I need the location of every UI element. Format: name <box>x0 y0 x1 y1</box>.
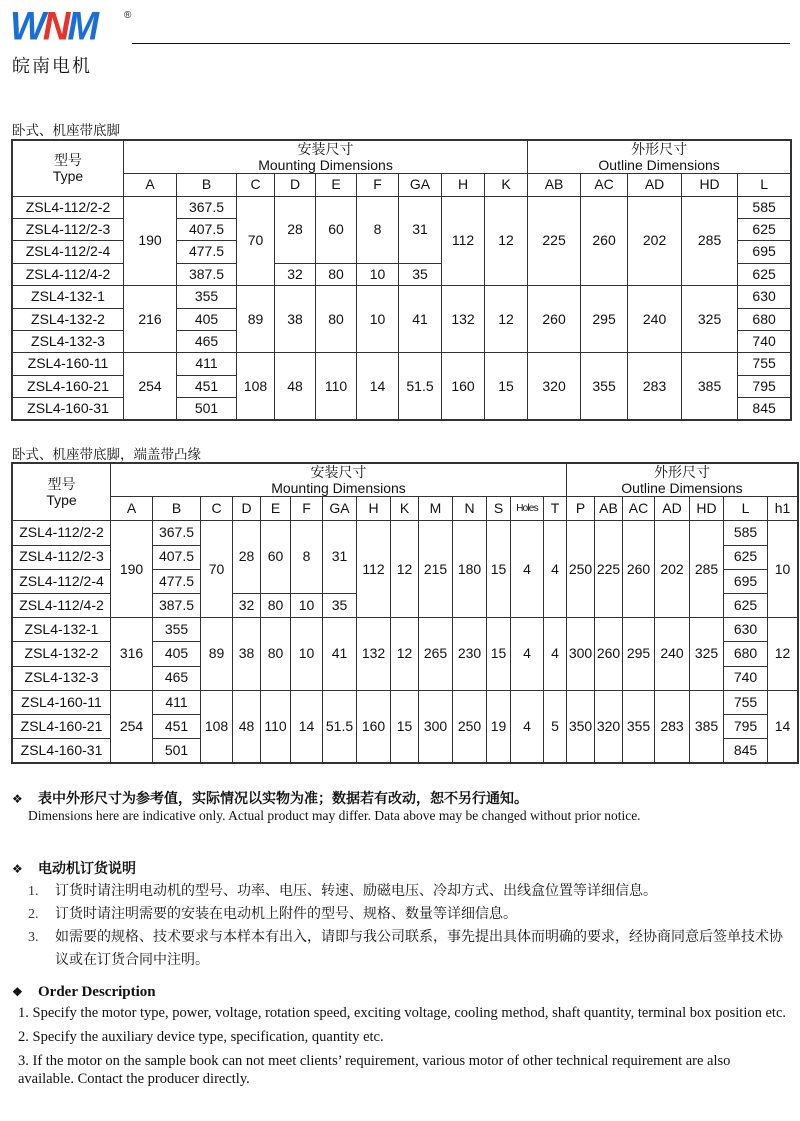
column-header-f: F <box>357 174 399 196</box>
cell-f: 10 <box>291 618 323 691</box>
cell-f: 10 <box>357 286 399 353</box>
cell-b: 355 <box>177 286 237 308</box>
logo-letters: WNM <box>10 4 96 50</box>
type-cell: ZSL4-132-1 <box>13 618 111 642</box>
outline-header-cn: 外形尺寸 <box>654 464 710 480</box>
table2-title: 卧式、机座带底脚，端盖带凸缘 <box>12 447 201 463</box>
cell-n: 250 <box>453 690 487 763</box>
cell-ac: 260 <box>623 521 655 618</box>
cell-b: 405 <box>177 308 237 330</box>
cell-e: 80 <box>261 618 291 691</box>
cell-holes: 4 <box>511 521 544 618</box>
cell-ab: 260 <box>528 286 581 353</box>
cell-hd: 325 <box>682 286 738 353</box>
cell-hd: 285 <box>682 196 738 286</box>
cell-c: 108 <box>201 690 233 763</box>
cell-b: 465 <box>177 330 237 352</box>
cell-b: 477.5 <box>153 569 201 593</box>
cell-ad: 240 <box>655 618 690 691</box>
cell-e: 80 <box>316 263 357 285</box>
cell-l: 585 <box>738 196 791 218</box>
diamond-bullet-icon: ❖ <box>12 862 23 876</box>
type-cell: ZSL4-112/4-2 <box>13 263 124 285</box>
mounting-dimensions-header <box>124 141 528 174</box>
cell-f: 10 <box>357 263 399 285</box>
cell-ga: 31 <box>323 521 357 594</box>
cell-n: 230 <box>453 618 487 691</box>
cell-ga: 41 <box>399 286 442 353</box>
outline-header-en: Outline Dimensions <box>598 157 720 174</box>
cell-l: 585 <box>724 521 768 545</box>
cell-f: 8 <box>357 196 399 263</box>
cell-ga: 41 <box>323 618 357 691</box>
cell-e: 60 <box>261 521 291 594</box>
column-header-f: F <box>291 497 323 521</box>
cell-h1: 12 <box>768 618 798 691</box>
cell-k: 12 <box>485 196 528 286</box>
cell-ab: 225 <box>528 196 581 286</box>
cell-ga: 35 <box>399 263 442 285</box>
cell-ga: 31 <box>399 196 442 263</box>
cell-l: 680 <box>724 642 768 666</box>
cell-ga: 51.5 <box>399 353 442 420</box>
cell-ad: 202 <box>655 521 690 618</box>
cell-ac: 355 <box>581 353 628 420</box>
type-cell: ZSL4-160-31 <box>13 398 124 420</box>
cell-p: 350 <box>567 690 595 763</box>
type-header-cn: 型号 <box>47 476 76 493</box>
cell-h: 132 <box>442 286 485 353</box>
cell-b: 451 <box>177 375 237 397</box>
column-header-c: C <box>201 497 233 521</box>
column-header-a: A <box>111 497 153 521</box>
column-header-a: A <box>124 174 177 196</box>
cell-a: 254 <box>111 690 153 763</box>
table-row <box>13 521 798 545</box>
cell-l: 630 <box>738 286 791 308</box>
cell-l: 630 <box>724 618 768 642</box>
cell-h: 112 <box>357 521 391 618</box>
cell-ac: 355 <box>623 690 655 763</box>
type-cell: ZSL4-112/2-3 <box>13 218 124 240</box>
type-cell: ZSL4-160-31 <box>13 739 111 763</box>
cell-l: 740 <box>738 330 791 352</box>
cell-s: 15 <box>487 618 511 691</box>
cell-ac: 295 <box>623 618 655 691</box>
column-header-h: H <box>357 497 391 521</box>
column-header-ac: AC <box>581 174 628 196</box>
type-header-cn: 型号 <box>54 152 82 169</box>
registered-mark: ® <box>124 10 132 21</box>
cell-d: 38 <box>233 618 261 691</box>
cell-t: 4 <box>544 521 567 618</box>
table-row <box>13 353 791 375</box>
column-header-d: D <box>275 174 316 196</box>
type-cell: ZSL4-132-2 <box>13 308 124 330</box>
cell-s: 19 <box>487 690 511 763</box>
column-header-ga: GA <box>399 174 442 196</box>
cell-b: 387.5 <box>177 263 237 285</box>
cell-b: 405 <box>153 642 201 666</box>
cell-ga: 35 <box>323 593 357 617</box>
table-row <box>13 196 791 218</box>
cell-n: 180 <box>453 521 487 618</box>
cell-b: 387.5 <box>153 593 201 617</box>
cell-d: 28 <box>233 521 261 594</box>
cell-l: 795 <box>724 714 768 738</box>
cell-c: 70 <box>201 521 233 618</box>
table2-dimensions <box>12 463 798 763</box>
cell-b: 367.5 <box>177 196 237 218</box>
mounting-header-cn: 安装尺寸 <box>310 464 367 480</box>
cell-d: 38 <box>275 286 316 353</box>
type-header-en: Type <box>46 492 77 509</box>
type-cell: ZSL4-160-11 <box>13 353 124 375</box>
cell-b: 367.5 <box>153 521 201 545</box>
cell-ad: 283 <box>655 690 690 763</box>
cell-a: 190 <box>124 196 177 286</box>
column-header-ab: AB <box>528 174 581 196</box>
table1-dimensions <box>12 140 791 420</box>
column-header-holes: Holes <box>511 497 544 521</box>
type-cell: ZSL4-112/2-2 <box>13 521 111 545</box>
mounting-header-en: Mounting Dimensions <box>258 157 393 174</box>
column-header-h: H <box>442 174 485 196</box>
cell-k: 15 <box>391 690 419 763</box>
cell-ac: 295 <box>581 286 628 353</box>
cell-k: 12 <box>391 618 419 691</box>
cell-b: 411 <box>153 690 201 714</box>
cell-ga: 51.5 <box>323 690 357 763</box>
cell-ad: 202 <box>628 196 682 286</box>
column-header-ac: AC <box>623 497 655 521</box>
type-cell: ZSL4-132-3 <box>13 666 111 690</box>
order-en-list <box>18 1004 788 1094</box>
cell-l: 795 <box>738 375 791 397</box>
type-header <box>13 464 111 521</box>
cell-l: 625 <box>738 218 791 240</box>
cell-hd: 285 <box>690 521 724 618</box>
mounting-dimensions-header <box>111 464 567 497</box>
cell-l: 625 <box>724 593 768 617</box>
cell-c: 108 <box>237 353 275 420</box>
cell-k: 15 <box>485 353 528 420</box>
column-header-s: S <box>487 497 511 521</box>
company-logo <box>10 4 132 77</box>
table1-title: 卧式、机座带底脚 <box>12 123 120 139</box>
cell-f: 10 <box>291 593 323 617</box>
cell-h: 160 <box>442 353 485 420</box>
cell-a: 190 <box>111 521 153 618</box>
cell-e: 60 <box>316 196 357 263</box>
column-header-ad: AD <box>628 174 682 196</box>
list-item: 2. 订货时请注明需要的安装在电动机上附件的型号、规格、数量等详细信息。 <box>28 906 517 922</box>
cell-t: 4 <box>544 618 567 691</box>
cell-d: 28 <box>275 196 316 263</box>
cell-hd: 385 <box>690 690 724 763</box>
cell-l: 755 <box>738 353 791 375</box>
outline-header-cn: 外形尺寸 <box>631 141 688 157</box>
column-header-k: K <box>391 497 419 521</box>
cell-l: 755 <box>724 690 768 714</box>
cell-e: 110 <box>316 353 357 420</box>
cell-b: 451 <box>153 714 201 738</box>
outline-header-en: Outline Dimensions <box>621 480 743 497</box>
cell-t: 5 <box>544 690 567 763</box>
cell-m: 265 <box>419 618 453 691</box>
cell-b: 465 <box>153 666 201 690</box>
table-row <box>13 690 798 714</box>
column-header-e: E <box>261 497 291 521</box>
cell-d: 32 <box>275 263 316 285</box>
mounting-header-cn: 安装尺寸 <box>297 141 354 157</box>
type-cell: ZSL4-160-11 <box>13 690 111 714</box>
table-row <box>13 286 791 308</box>
cell-a: 254 <box>124 353 177 420</box>
cell-h: 160 <box>357 690 391 763</box>
type-cell: ZSL4-132-1 <box>13 286 124 308</box>
cell-l: 680 <box>738 308 791 330</box>
type-cell: ZSL4-112/4-2 <box>13 593 111 617</box>
cell-l: 845 <box>738 398 791 420</box>
type-cell: ZSL4-160-21 <box>13 375 124 397</box>
cell-e: 110 <box>261 690 291 763</box>
type-cell: ZSL4-112/2-3 <box>13 545 111 569</box>
type-cell: ZSL4-112/2-4 <box>13 569 111 593</box>
cell-m: 300 <box>419 690 453 763</box>
column-header-p: P <box>567 497 595 521</box>
cell-e: 80 <box>316 286 357 353</box>
cell-ab: 320 <box>595 690 623 763</box>
order-en-title: ❖ Order Description <box>12 984 156 1000</box>
order-cn-list <box>28 880 788 972</box>
cell-b: 407.5 <box>153 545 201 569</box>
cell-l: 625 <box>738 263 791 285</box>
logo-chinese-name: 皖南电机 <box>12 56 92 77</box>
cell-b: 407.5 <box>177 218 237 240</box>
cell-holes: 4 <box>511 618 544 691</box>
note-chinese: ❖ 表中外形尺寸为参考值，实际情况以实物为准；数据若有改动，恕不另行通知。 <box>12 791 528 807</box>
cell-ac: 260 <box>581 196 628 286</box>
cell-ad: 283 <box>628 353 682 420</box>
cell-h1: 10 <box>768 521 798 618</box>
cell-f: 8 <box>291 521 323 594</box>
list-item: 1. 订货时请注明电动机的型号、功率、电压、转速、励磁电压、冷却方式、出线盒位置等详细信息。 <box>28 883 657 899</box>
cell-b: 477.5 <box>177 241 237 263</box>
cell-b: 355 <box>153 618 201 642</box>
order-cn-title: ❖ 电动机订货说明 <box>12 861 136 877</box>
cell-c: 89 <box>237 286 275 353</box>
cell-c: 70 <box>237 196 275 286</box>
column-header-hd: HD <box>682 174 738 196</box>
cell-ad: 240 <box>628 286 682 353</box>
cell-f: 14 <box>291 690 323 763</box>
cell-ab: 225 <box>595 521 623 618</box>
cell-s: 15 <box>487 521 511 618</box>
cell-ab: 260 <box>595 618 623 691</box>
type-cell: ZSL4-112/2-2 <box>13 196 124 218</box>
cell-holes: 4 <box>511 690 544 763</box>
list-item: 1. Specify the motor type, power, voltage, rotation speed, exciting voltage, cooling method, shaft quantity, terminal box position etc. <box>18 1005 787 1021</box>
cell-h1: 14 <box>768 690 798 763</box>
cell-e: 80 <box>261 593 291 617</box>
table-row <box>13 618 798 642</box>
cell-l: 695 <box>738 241 791 263</box>
diamond-bullet-icon: ❖ <box>12 792 23 806</box>
note-english: Dimensions here are indicative only. Actual product may differ. Data above may be changed without prior notice. <box>28 808 641 823</box>
column-header-m: M <box>419 497 453 521</box>
type-cell: ZSL4-160-21 <box>13 714 111 738</box>
column-header-ga: GA <box>323 497 357 521</box>
cell-b: 411 <box>177 353 237 375</box>
cell-d: 32 <box>233 593 261 617</box>
column-header-n: N <box>453 497 487 521</box>
cell-ab: 320 <box>528 353 581 420</box>
cell-b: 501 <box>153 739 201 763</box>
cell-p: 300 <box>567 618 595 691</box>
type-header-en: Type <box>52 168 84 185</box>
column-header-k: K <box>485 174 528 196</box>
type-cell: ZSL4-132-3 <box>13 330 124 352</box>
header-divider <box>132 43 790 44</box>
column-header-l: L <box>724 497 768 521</box>
column-header-l: L <box>738 174 791 196</box>
column-header-b: B <box>153 497 201 521</box>
type-cell: ZSL4-112/2-4 <box>13 241 124 263</box>
column-header-ad: AD <box>655 497 690 521</box>
cell-l: 695 <box>724 569 768 593</box>
cell-l: 625 <box>724 545 768 569</box>
cell-hd: 325 <box>690 618 724 691</box>
cell-h: 132 <box>357 618 391 691</box>
cell-l: 740 <box>724 666 768 690</box>
column-header-c: C <box>237 174 275 196</box>
column-header-hd: HD <box>690 497 724 521</box>
cell-f: 14 <box>357 353 399 420</box>
list-item: 2. Specify the auxiliary device type, specification, quantity etc. <box>18 1029 384 1045</box>
cell-hd: 385 <box>682 353 738 420</box>
column-header-d: D <box>233 497 261 521</box>
cell-k: 12 <box>485 286 528 353</box>
outline-dimensions-header <box>567 464 798 497</box>
mounting-header-en: Mounting Dimensions <box>271 480 406 497</box>
column-header-e: E <box>316 174 357 196</box>
diamond-bullet-icon: ❖ <box>12 985 23 999</box>
cell-a: 216 <box>124 286 177 353</box>
cell-m: 215 <box>419 521 453 618</box>
column-header-t: T <box>544 497 567 521</box>
list-item: 3. If the motor on the sample book can not meet clients’ requirement, various motor of other technical requirement are also available. Contact the producer directly. <box>18 1053 731 1087</box>
outline-dimensions-header <box>528 141 791 174</box>
column-header-h1: h1 <box>768 497 798 521</box>
cell-d: 48 <box>275 353 316 420</box>
cell-b: 501 <box>177 398 237 420</box>
list-item: 3. 如需要的规格、技术要求与本样本有出入，请即与我公司联系，事先提出具体而明确的要求，经协商同意后签单技术协议或在订货合同中注明。 <box>28 929 783 968</box>
cell-a: 316 <box>111 618 153 691</box>
cell-l: 845 <box>724 739 768 763</box>
type-header <box>13 141 124 197</box>
column-header-ab: AB <box>595 497 623 521</box>
cell-p: 250 <box>567 521 595 618</box>
cell-d: 48 <box>233 690 261 763</box>
cell-c: 89 <box>201 618 233 691</box>
cell-h: 112 <box>442 196 485 286</box>
cell-k: 12 <box>391 521 419 618</box>
type-cell: ZSL4-132-2 <box>13 642 111 666</box>
column-header-b: B <box>177 174 237 196</box>
